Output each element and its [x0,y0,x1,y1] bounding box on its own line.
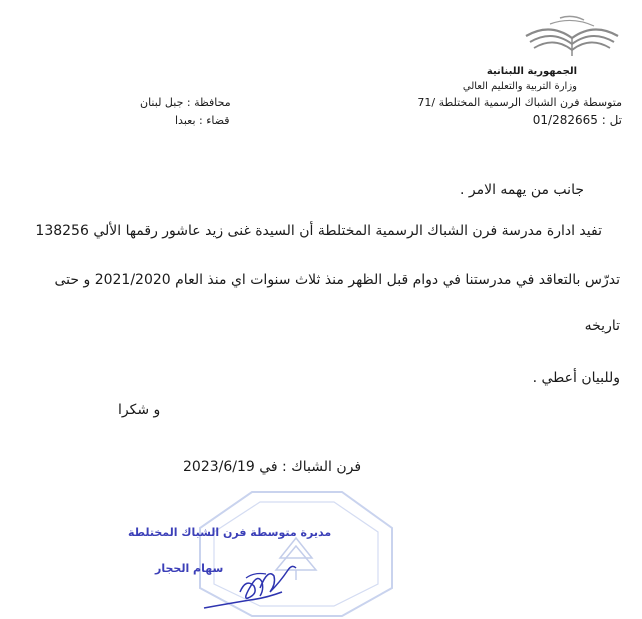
letter-line-4: وللبيان أعطي . [532,370,620,386]
salutation: جانب من يهمه الامر . [459,182,584,198]
thanks: و شكرا [118,402,161,418]
stamp-title: مديرة متوسطة فرن الشباك المختلطة [128,526,332,539]
letter-line-1: تفيد ادارة مدرسة فرن الشباك الرسمية المختلطة أن السيدة غنى زيد عاشور رقمها الألي 138256 [35,223,602,239]
stamp-name: سهام الحجار [155,562,224,575]
header-phone: تل : 01/282665 [532,113,622,127]
header-ministry: وزارة التربية والتعليم العالي [462,81,577,92]
place-date: فرن الشباك : في 2023/6/19 [183,459,362,475]
letter-line-3: تاريخه [584,318,620,334]
header-governorate: محافظة : جبل لبنان [140,96,231,109]
letter-line-2: تدرّس بالتعاقد في مدرستنا في دوام قبل الظهر منذ ثلاث سنوات اي منذ العام 2021/2020 و حتى [54,272,620,288]
header-republic: الجمهورية اللبنانية [486,66,577,77]
ministry-logo [520,12,624,60]
header-school: متوسطة فرن الشباك الرسمية المختلطة /71 [417,96,622,109]
signature [196,548,306,618]
header-district: قضاء : بعبدا [175,114,230,127]
